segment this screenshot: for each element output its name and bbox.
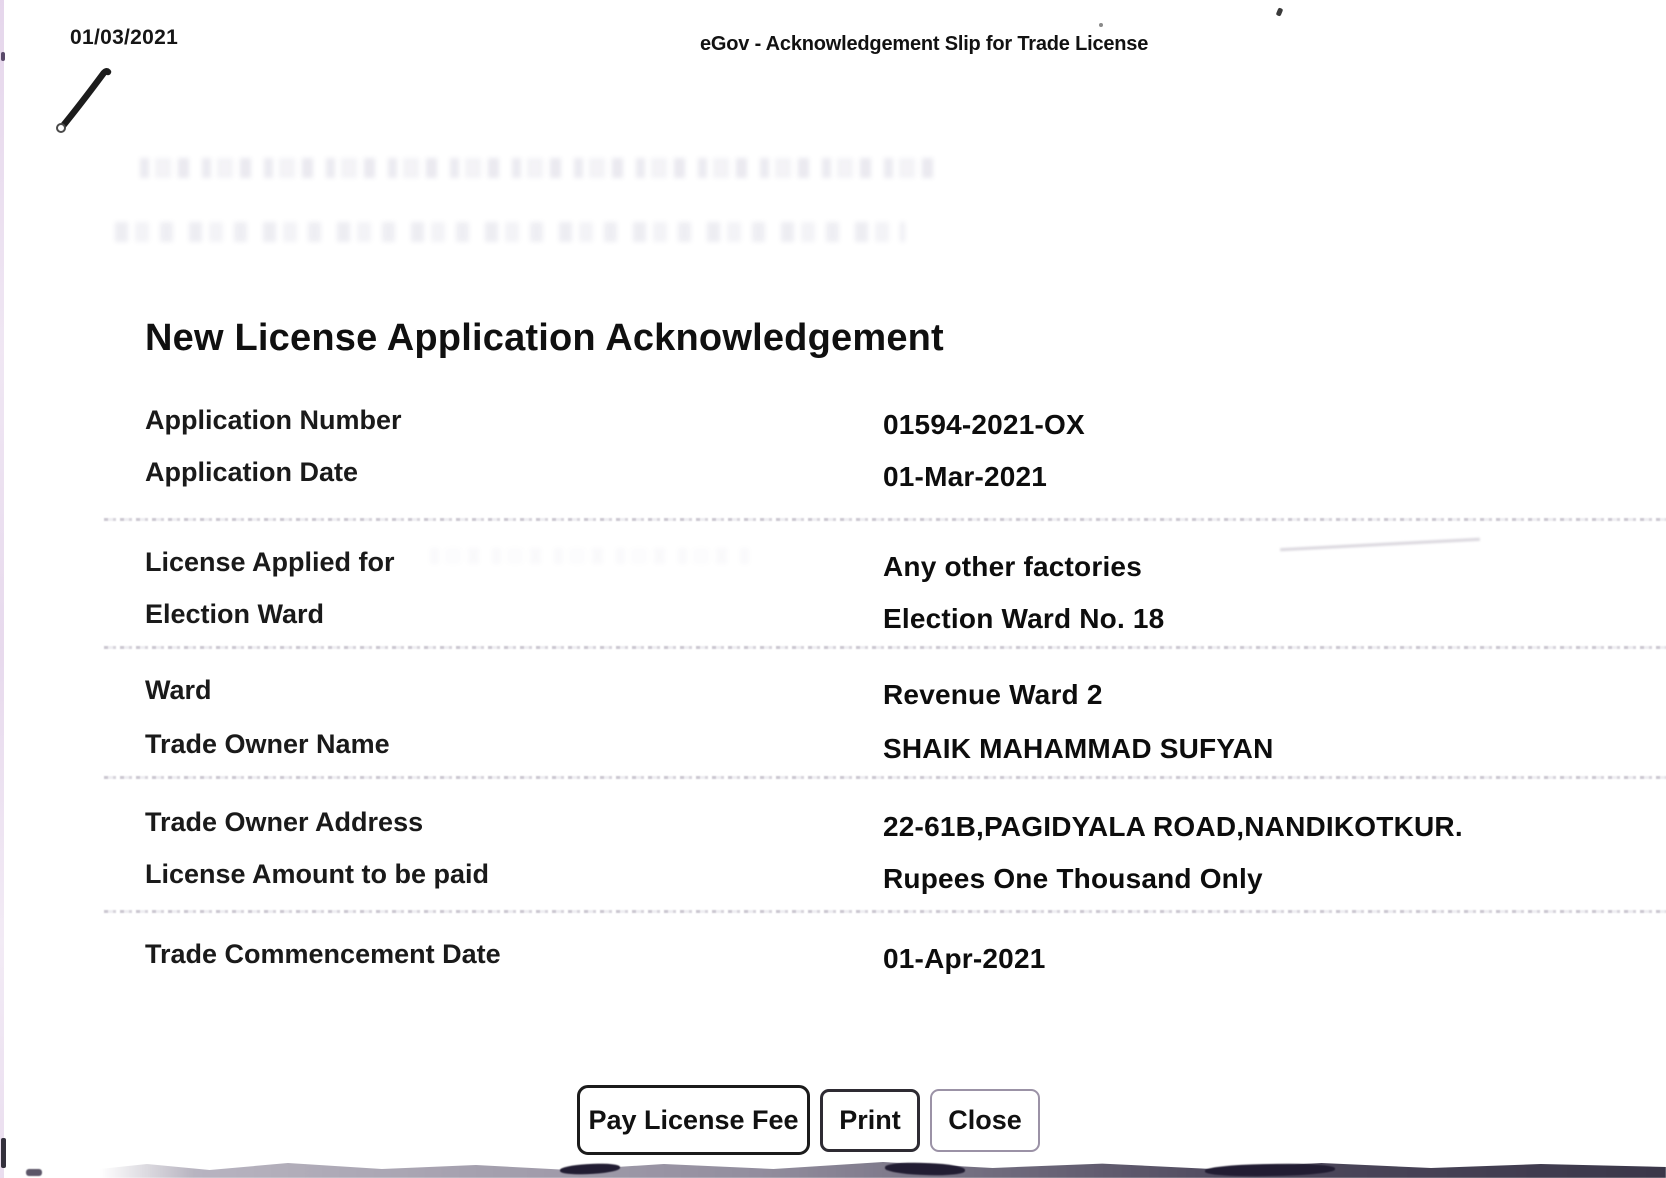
field-row-ward [0,668,1666,712]
field-label: Application Number [145,405,402,435]
faint-text-smudge [115,222,905,242]
field-value: Revenue Ward 2 [883,679,1103,710]
print-header-title: eGov - Acknowledgement Slip for Trade License [700,33,1149,55]
field-value: Any other factories [883,551,1142,582]
scan-edge-mark [1,52,5,61]
field-row-trade-owner-name [0,722,1666,766]
row-divider [104,776,1666,779]
scan-bottom-band [100,1158,1666,1178]
field-label: Election Ward [145,599,325,629]
field-value: Election Ward No. 18 [883,603,1165,634]
field-value: Rupees One Thousand Only [883,863,1263,894]
page-title: New License Application Acknowledgement [145,317,944,360]
row-divider [104,518,1666,521]
scan-edge-mark [1,1138,6,1168]
faint-text-smudge [140,158,940,178]
field-label: Trade Owner Address [145,807,424,837]
field-value: 22-61B,PAGIDYALA ROAD,NANDIKOTKUR. [883,811,1463,842]
field-label: Trade Commencement Date [145,939,501,969]
pay-license-fee-button[interactable]: Pay License Fee [577,1085,810,1155]
field-label: Application Date [145,457,359,487]
field-label: Trade Owner Name [145,729,390,759]
row-divider [104,646,1666,649]
row-divider [104,910,1666,913]
scan-speck [1276,7,1284,16]
close-button[interactable]: Close [930,1089,1040,1152]
field-label: License Amount to be paid [145,859,490,889]
field-row-application-number [0,398,1666,442]
field-value: 01-Apr-2021 [883,943,1046,974]
field-label: License Applied for [145,547,395,577]
scan-bottom-mark [26,1169,42,1176]
field-value: SHAIK MAHAMMAD SUFYAN [883,733,1274,764]
field-row-application-date [0,450,1666,494]
field-value: 01594-2021-OX [883,409,1085,440]
print-button[interactable]: Print [820,1089,920,1152]
field-label: Ward [145,675,212,705]
scan-edge-strip [0,0,4,1178]
print-date: 01/03/2021 [70,26,179,49]
field-row-license-amount [0,852,1666,896]
pen-scribble-mark [52,60,122,140]
field-value: 01-Mar-2021 [883,461,1048,492]
field-row-election-ward [0,592,1666,636]
field-row-trade-owner-address [0,800,1666,844]
field-row-license-applied-for [0,540,1666,584]
scan-speck [1099,23,1103,27]
field-row-trade-commencement-date [0,932,1666,976]
